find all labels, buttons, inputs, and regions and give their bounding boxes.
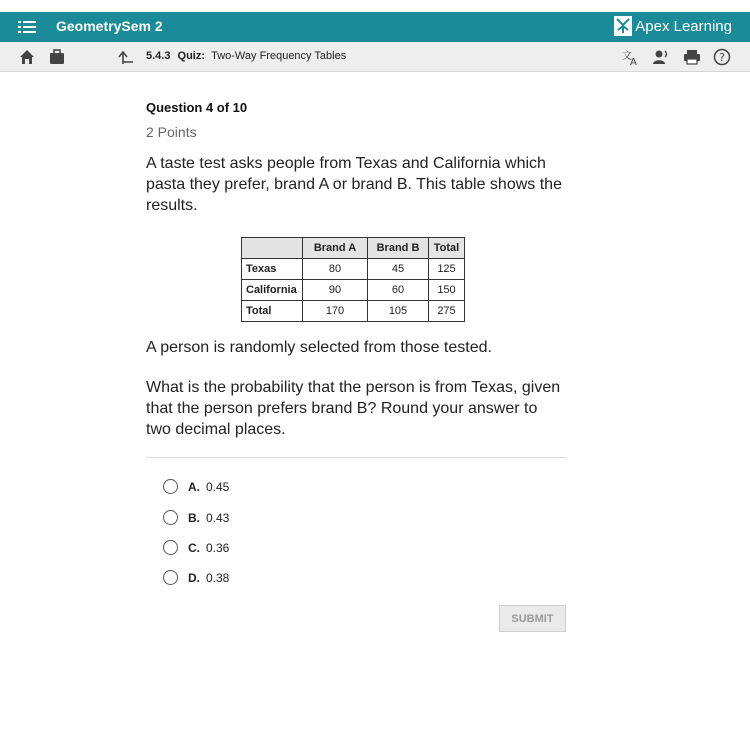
divider [146, 457, 567, 458]
help-icon[interactable] [713, 48, 731, 66]
answer-option-a[interactable] [163, 479, 229, 494]
question-number: Question 4 of 10 [146, 100, 248, 115]
option-letter: C. [188, 540, 200, 555]
lesson-code: 5.4.3 [146, 50, 171, 62]
table-cell: 80 [303, 259, 368, 280]
table-header-cell [242, 238, 303, 259]
option-value: 0.36 [206, 540, 230, 555]
print-icon[interactable] [683, 48, 701, 66]
option-letter: A. [188, 479, 200, 494]
svg-text:文: 文 [622, 51, 632, 62]
table-row-header: Total [242, 301, 303, 322]
briefcase-icon[interactable] [48, 48, 66, 66]
table-row [242, 259, 465, 280]
frequency-table [241, 237, 465, 322]
table-cell: 45 [368, 259, 429, 280]
brand-name: Apex Learning [635, 17, 732, 35]
table-header-cell: Brand A [303, 238, 368, 259]
lesson-title: Two-Way Frequency Tables [211, 50, 347, 62]
lesson-type: Quiz: [177, 50, 206, 62]
table-row [242, 280, 465, 301]
table-header-cell: Brand B [368, 238, 429, 259]
option-value: 0.43 [206, 510, 230, 525]
text-to-speech-icon[interactable] [652, 48, 670, 66]
apex-logo-icon [614, 16, 632, 36]
table-cell: 90 [303, 280, 368, 301]
option-value: 0.38 [206, 570, 230, 585]
breadcrumb [146, 50, 346, 62]
radio-button[interactable] [163, 479, 178, 494]
sub-bar [0, 42, 750, 72]
back-arrow-icon[interactable] [118, 48, 136, 66]
answer-option-c[interactable] [163, 540, 229, 555]
table-cell: 150 [429, 280, 465, 301]
table-header-cell: Total [429, 238, 465, 259]
table-cell: 60 [368, 280, 429, 301]
table-cell: 275 [429, 301, 465, 322]
answer-option-b[interactable] [163, 510, 229, 525]
question-text: A taste test asks people from Texas and California which pasta they prefer, brand A or brand B. This table shows the results. [146, 155, 562, 214]
submit-button[interactable]: SUBMIT [499, 605, 566, 632]
menu-icon[interactable] [18, 19, 36, 35]
answer-option-d[interactable] [163, 570, 229, 585]
top-bar [0, 12, 750, 42]
table-cell: 170 [303, 301, 368, 322]
option-value: 0.45 [206, 479, 230, 494]
question-followup-1: A person is randomly selected from those tested. [146, 339, 492, 356]
question-followup-2: What is the probability that the person is from Texas, given that the person prefers brand B? Round your answer to two decimal places. [146, 379, 561, 438]
svg-text:?: ? [719, 51, 725, 64]
option-letter: B. [188, 510, 200, 525]
question-points: 2 Points [146, 124, 197, 140]
home-icon[interactable] [18, 48, 36, 66]
svg-text:A: A [630, 57, 637, 66]
table-row-header: California [242, 280, 303, 301]
question-panel [146, 100, 566, 216]
radio-button[interactable] [163, 510, 178, 525]
table-cell: 105 [368, 301, 429, 322]
course-title: GeometrySem 2 [56, 18, 163, 34]
brand-logo [614, 16, 732, 36]
table-row [242, 301, 465, 322]
radio-button[interactable] [163, 570, 178, 585]
option-letter: D. [188, 570, 200, 585]
table-cell: 125 [429, 259, 465, 280]
table-header-row [242, 238, 465, 259]
table-row-header: Texas [242, 259, 303, 280]
radio-button[interactable] [163, 540, 178, 555]
translate-icon[interactable] [622, 48, 640, 66]
